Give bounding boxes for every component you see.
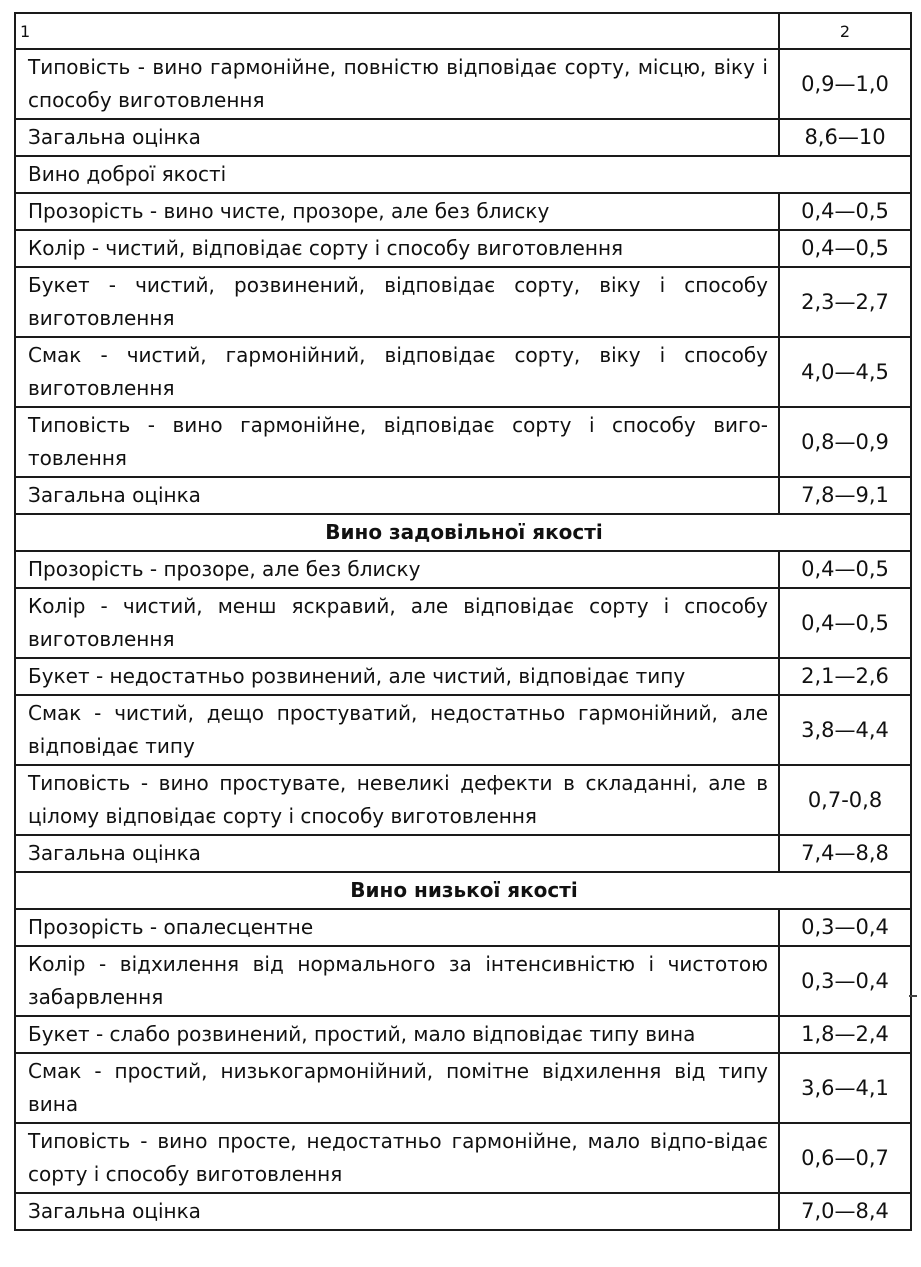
table-row [15,658,911,695]
score-range: 3,6—4,1 [779,1053,911,1123]
header-col-1: 1 [15,13,779,49]
criterion-description: Загальна оцінка [15,477,779,514]
table-row [15,337,911,407]
criterion-description: Прозорість - прозоре, але без блиску [15,551,779,588]
score-range: 1,8—2,4 [779,1016,911,1053]
score-range: 0,4—0,5 [779,193,911,230]
table-row [15,119,911,156]
score-range: 7,4—8,8 [779,835,911,872]
criterion-description: Букет - чистий, розвинений, відповідає сорту, віку і способу виготовлення [15,267,779,337]
table-row [15,765,911,835]
criterion-description: Типовість - вино простувате, невеликі дефекти в складанні, але в цілому відповідає сорту і способу виготовлення [15,765,779,835]
table-row [15,909,911,946]
score-range: 0,8—0,9 [779,407,911,477]
score-range: 0,4—0,5 [779,588,911,658]
criterion-description: Типовість - вино просте, недостатньо гармонійне, мало відпо-відає сорту і способу виготовлення [15,1123,779,1193]
table-row [15,695,911,765]
score-range: 2,1—2,6 [779,658,911,695]
header-col-2: 2 [779,13,911,49]
score-range: 4,0—4,5 [779,337,911,407]
table-row [15,230,911,267]
table-row [15,1193,911,1230]
criterion-description: Смак - чистий, дещо простуватий, недостатньо гармонійний, але відповідає типу [15,695,779,765]
score-range: 8,6—10 [779,119,911,156]
score-range: 3,8—4,4 [779,695,911,765]
criterion-description: Букет - недостатньо розвинений, але чистий, відповідає типу [15,658,779,695]
section-header-row [15,514,911,551]
stray-mark [909,995,917,997]
section-title: Вино низької якості [15,872,911,909]
score-range: 0,3—0,4 [779,909,911,946]
criterion-description: Загальна оцінка [15,1193,779,1230]
table-row [15,588,911,658]
table-row [15,49,911,119]
criterion-description: Загальна оцінка [15,119,779,156]
score-range: 0,4—0,5 [779,230,911,267]
table-body [15,13,911,1230]
document-page [14,12,910,1231]
header-row [15,13,911,49]
table-row [15,477,911,514]
table-row [15,193,911,230]
score-range: 0,9—1,0 [779,49,911,119]
criterion-description: Типовість - вино гармонійне, відповідає сорту і способу виго-товлення [15,407,779,477]
table-row [15,551,911,588]
table-row [15,946,911,1016]
criterion-description: Смак - простий, низькогармонійний, помітне відхилення від типу вина [15,1053,779,1123]
score-range: 0,6—0,7 [779,1123,911,1193]
score-range: 7,0—8,4 [779,1193,911,1230]
table-row [15,835,911,872]
criterion-description: Прозорість - вино чисте, прозоре, але без блиску [15,193,779,230]
criterion-description: Загальна оцінка [15,835,779,872]
table-row [15,267,911,337]
score-range: 0,4—0,5 [779,551,911,588]
table-row [15,1053,911,1123]
section-title: Вино задовільної якості [15,514,911,551]
section-header-row [15,156,911,193]
table-row [15,1016,911,1053]
criterion-description: Букет - слабо розвинений, простий, мало відповідає типу вина [15,1016,779,1053]
score-range: 7,8—9,1 [779,477,911,514]
score-range: 2,3—2,7 [779,267,911,337]
criterion-description: Типовість - вино гармонійне, повністю відповідає сорту, місцю, віку і способу виготовлення [15,49,779,119]
section-title: Вино доброї якості [15,156,911,193]
score-range: 0,3—0,4 [779,946,911,1016]
criterion-description: Колір - чистий, менш яскравий, але відповідає сорту і способу виготовлення [15,588,779,658]
criterion-description: Колір - чистий, відповідає сорту і способу виготовлення [15,230,779,267]
criterion-description: Смак - чистий, гармонійний, відповідає сорту, віку і способу виготовлення [15,337,779,407]
table-row [15,407,911,477]
section-header-row [15,872,911,909]
criterion-description: Прозорість - опалесцентне [15,909,779,946]
wine-score-table [14,12,912,1231]
score-range: 0,7-0,8 [779,765,911,835]
criterion-description: Колір - відхилення від нормального за інтенсивністю і чистотою забарвлення [15,946,779,1016]
table-row [15,1123,911,1193]
